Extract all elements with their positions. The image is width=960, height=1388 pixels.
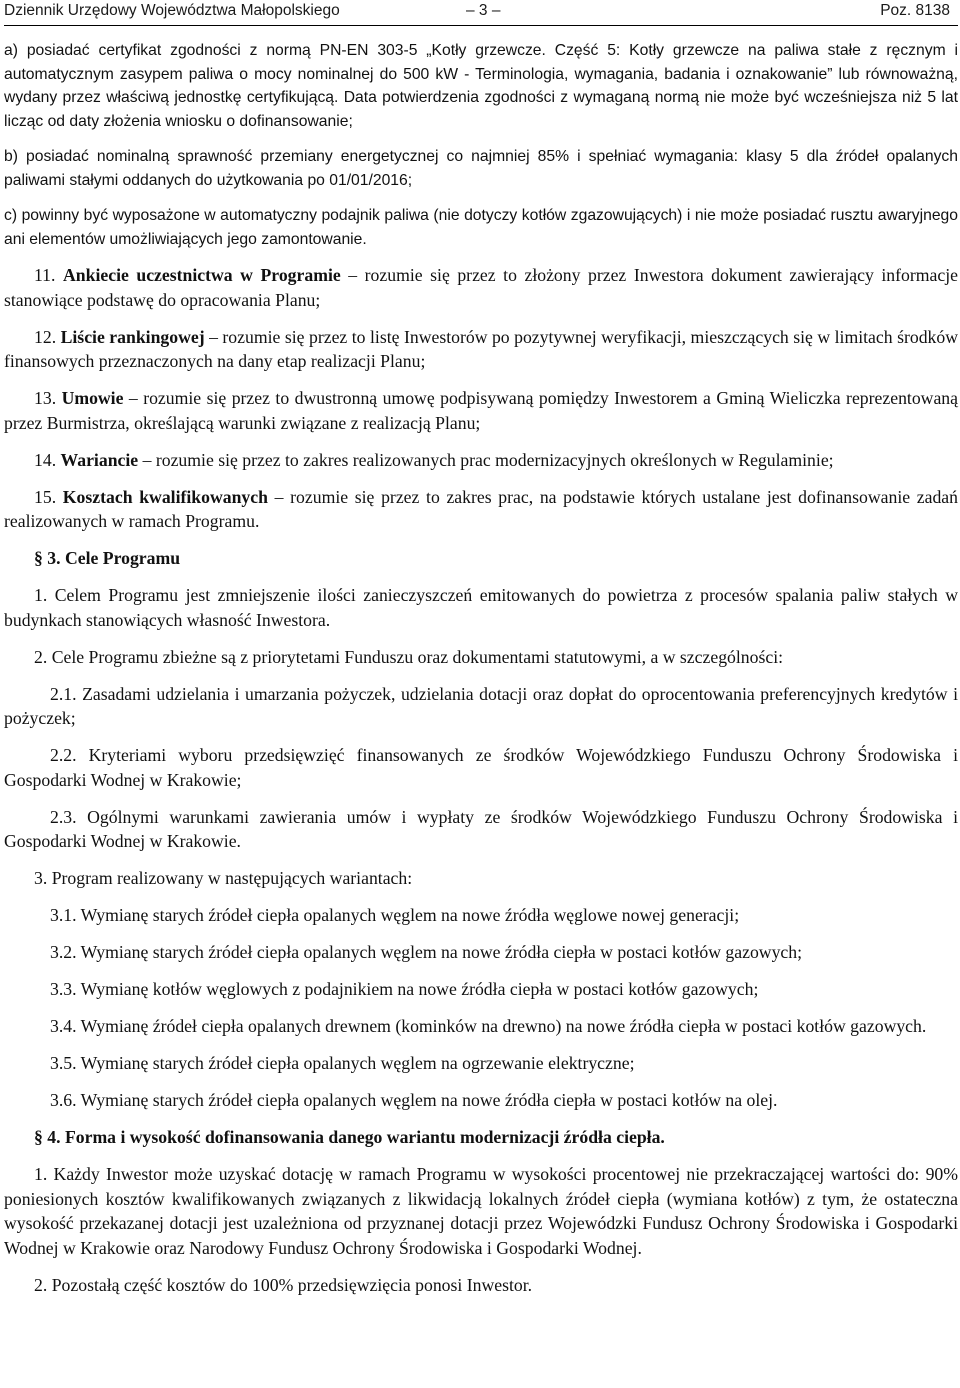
document-body xyxy=(4,39,958,1297)
section-3-point-3-2: 3.2. Wymianę starych źródeł ciepła opalanych węglem na nowe źródła ciepła w postaci kotłów gazowych; xyxy=(50,942,803,962)
definition-term: Kosztach kwalifikowanych xyxy=(62,486,268,507)
section-3-point-3-6: 3.6. Wymianę starych źródeł ciepła opalanych węglem na nowe źródła ciepła w postaci kotłów na olej. xyxy=(50,1090,778,1110)
definition-11 xyxy=(4,263,958,312)
section-3-paragraph-3: 3. Program realizowany w następujących wariantach: xyxy=(34,868,413,888)
definition-number: 12. xyxy=(34,326,57,347)
section-4-paragraph-1: 1. Każdy Inwestor może uzyskać dotację w ramach Programu w wysokości procentowej nie przekraczającej wartości do: 90% poniesionych kosztów kwalifikowanych związanych z likwidacją lokalnych źródeł ciepła (wymiana kotłów) z tym, że ostateczna wysokość przekazanej dotacji jest uzależniona od przyznanej dotacji przez Wojewódzki Fundusz Ochrony Środowiska i Gospodarki Wodnej w Krakowie oraz Narodowy Fundusz Ochrony Środowiska i Gospodarki Wodnej. xyxy=(4,1164,958,1258)
definition-text: – rozumie się przez to dwustronną umowę podpisywaną pomiędzy Inwestorem a Gminą Wieliczka reprezentowaną przez Burmistrza, określającą warunki związane z realizacją Planu; xyxy=(4,388,958,433)
definition-12 xyxy=(4,325,958,374)
definition-term: Liście rankingowej xyxy=(60,326,205,347)
page-number: – 3 – xyxy=(466,2,501,19)
section-4-heading: § 4. Forma i wysokość dofinansowania danego wariantu modernizacji źródła ciepła. xyxy=(34,1127,665,1147)
page-header xyxy=(4,0,958,26)
section-3-paragraph-2: 2. Cele Programu zbieżne są z priorytetami Funduszu oraz dokumentami statutowymi, a w szczególności: xyxy=(34,646,784,667)
definition-text: – rozumie się przez to listę Inwestorów po pozytywnej weryfikacji, mieszczących się w limitach środków finansowych przeznaczonych na dany etap realizacji Planu; xyxy=(4,326,958,371)
definition-14 xyxy=(4,448,958,473)
definition-13 xyxy=(4,386,958,435)
item-a: a) posiadać certyfikat zgodności z normą PN-EN 303-5 „Kotły grzewcze. Część 5: Kotły grzewcze na paliwa stałe z ręcznym i automatycznym zasypem paliwa o mocy nominalnej do 500 kW - Terminologia, wymagania, badania i oznakowanie” lub równoważną, wydany przez właściwą jednostkę certyfikującą. Data potwierdzenia zgodności z wymaganą normą nie może być wcześniejsza niż 5 lat licząc od daty złożenia wniosku o dofinansowanie; xyxy=(4,42,958,130)
item-c: c) powinny być wyposażone w automatyczny podajnik paliwa (nie dotyczy kotłów zgazowujących) i nie może posiadać rusztu awaryjnego ani elementów umożliwiających jego zamontowanie. xyxy=(4,207,958,248)
section-3-point-2-1: 2.1. Zasadami udzielania i umarzania pożyczek, udzielania dotacji oraz dopłat do oprocentowania preferencyjnych kredytów i pożyczek; xyxy=(4,683,958,728)
item-b: b) posiadać nominalną sprawność przemiany energetycznej co najmniej 85% i spełniać wymagania: klasy 5 dla źródeł opalanych paliwami stałymi oddanych do użytkowania po 01/01/2016; xyxy=(4,148,958,189)
definition-term: Ankiecie uczestnictwa w Programie xyxy=(63,265,341,285)
journal-title: Dziennik Urzędowy Województwa Małopolskiego xyxy=(4,2,340,19)
section-3-point-3-3: 3.3. Wymianę kotłów węglowych z podajnikiem na nowe źródła ciepła w postaci kotłów gazowych; xyxy=(50,979,759,999)
definition-number: 13. xyxy=(34,388,57,408)
section-3-point-2-3: 2.3. Ogólnymi warunkami zawierania umów i wypłaty ze środków Wojewódzkiego Funduszu Ochrony Środowiska i Gospodarki Wodnej w Krakowie. xyxy=(4,806,958,851)
definition-15 xyxy=(4,485,958,534)
definition-text: – rozumie się przez to złożony przez Inwestora dokument zawierający informacje stanowiące podstawę do opracowania Planu; xyxy=(4,265,958,310)
section-3-heading: § 3. Cele Programu xyxy=(34,548,181,568)
section-3-point-3-5: 3.5. Wymianę starych źródeł ciepła opalanych węglem na ogrzewanie elektryczne; xyxy=(50,1053,635,1073)
position-number: Poz. 8138 xyxy=(880,2,950,19)
section-4-paragraph-2: 2. Pozostałą część kosztów do 100% przedsięwzięcia ponosi Inwestor. xyxy=(34,1274,533,1295)
definition-text: – rozumie się przez to zakres prac, na podstawie których ustalane jest dofinansowanie zadań realizowanych w ramach Programu. xyxy=(4,486,959,531)
definition-term: Wariancie xyxy=(60,449,139,470)
definition-text: – rozumie się przez to zakres realizowanych prac modernizacyjnych określonych w Regulaminie; xyxy=(138,449,834,470)
definition-number: 15. xyxy=(34,486,57,507)
section-3-point-3-4: 3.4. Wymianę źródeł ciepła opalanych drewnem (kominków na drewno) na nowe źródła ciepła w postaci kotłów gazowych. xyxy=(50,1016,927,1036)
definition-number: 11. xyxy=(34,265,56,285)
definition-term: Umowie xyxy=(61,388,124,408)
definition-number: 14. xyxy=(34,449,57,470)
section-3-point-2-2: 2.2. Kryteriami wyboru przedsięwzięć finansowanych ze środków Wojewódzkiego Funduszu Ochrony Środowiska i Gospodarki Wodnej w Krakowie; xyxy=(4,745,958,790)
section-3-paragraph-1: 1. Celem Programu jest zmniejszenie ilości zanieczyszczeń emitowanych do powietrza z procesów spalania paliw stałych w budynkach stanowiących własność Inwestora. xyxy=(4,585,958,630)
section-3-point-3-1: 3.1. Wymianę starych źródeł ciepła opalanych węglem na nowe źródła węglowe nowej generacji; xyxy=(50,905,740,925)
